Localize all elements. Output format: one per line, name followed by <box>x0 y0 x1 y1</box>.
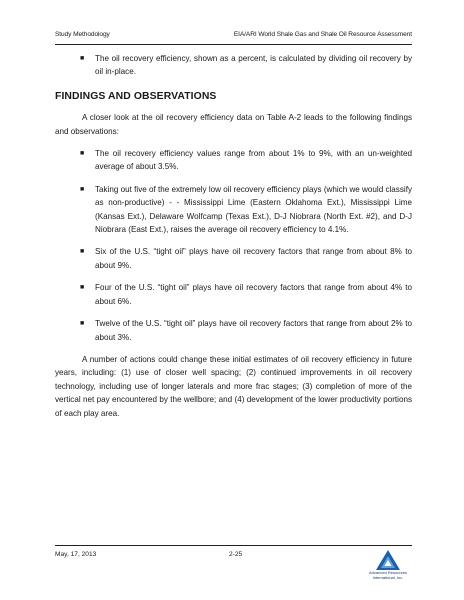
finding-text: Taking out five of the extremely low oil recovery efficiency plays (which we would classify as non-productive) - - Mississippi Lime (Eastern Oklahoma Ext.), Mississippi Lime (Kansas Ext.), Delaware Wolfcamp (Texas Ext.), D-J Niobrara (North Ext. #2), and D-J Niobrara (East Ext.), raises the average oil recovery efficiency to 4.1%. <box>95 184 412 235</box>
finding-text: Four of the U.S. “tight oil” plays have oil recovery factors that range from about 4% to about 6%. <box>95 283 412 306</box>
section-heading: FINDINGS AND OBSERVATIONS <box>55 90 217 102</box>
page-footer <box>55 545 412 586</box>
finding-text: Twelve of the U.S. “tight oil” plays have oil recovery factors that range from about 2% to about 3%. <box>95 319 412 342</box>
finding-text: The oil recovery efficiency values range from about 1% to 9%, with an un-weighted average of about 3.5%. <box>95 149 412 172</box>
logo-name-line1: Advanced Resources <box>368 570 408 575</box>
finding-item <box>55 183 412 237</box>
bullet-icon: ■ <box>80 248 85 256</box>
page-body <box>55 52 412 420</box>
logo-name-line2: International, Inc. <box>372 574 404 580</box>
finding-item <box>55 245 412 272</box>
finding-item <box>55 281 412 308</box>
finding-item <box>55 317 412 344</box>
logo-triangle-icon <box>375 549 401 571</box>
bullet-icon: ■ <box>80 150 85 158</box>
bullet-icon: ■ <box>80 320 85 328</box>
closing-paragraph: A number of actions could change these initial estimates of oil recovery efficiency in future years, including: (1) use of closer well spacing; (2) continued improvements in oil recovery technology, including use of longer laterals and more frac stages; (3) completion of more of the vertical net pay encountered by the wellbore; and (4) development of the lower productivity portions of each play area. <box>55 354 412 418</box>
page-number: 2-25 <box>229 551 243 558</box>
header-section-title: Study Methodology <box>55 31 110 38</box>
company-logo <box>364 549 412 583</box>
finding-text: Six of the U.S. “tight oil” plays have oil recovery factors that range from about 8% to about 9%. <box>95 247 412 270</box>
finding-item <box>55 147 412 174</box>
bullet-text: The oil recovery efficiency, shown as a percent, is calculated by dividing oil recovery by oil in-place. <box>95 54 412 77</box>
page-header <box>55 30 412 45</box>
intro-paragraph: A closer look at the oil recovery efficiency data on Table A-2 leads to the following findings and observations: <box>55 113 412 136</box>
header-report-title: EIA/ARI World Shale Gas and Shale Oil Resource Assessment <box>233 31 412 38</box>
bullet-item <box>55 52 412 79</box>
bullet-icon: ■ <box>80 185 85 193</box>
footer-date: May, 17, 2013 <box>55 551 97 558</box>
bullet-icon: ■ <box>80 284 85 292</box>
bullet-icon: ■ <box>80 55 85 62</box>
